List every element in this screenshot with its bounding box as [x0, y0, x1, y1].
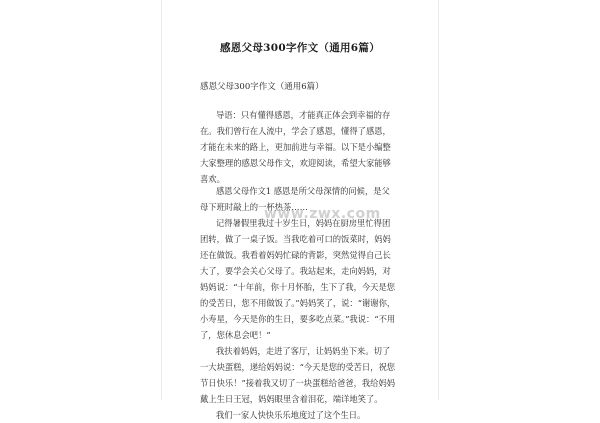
- page-edge-left: [161, 0, 162, 400]
- page-edge-right: [438, 0, 439, 400]
- document-subtitle: 感恩父母300字作文（通用6篇）: [200, 82, 324, 92]
- essay-body: [200, 183, 396, 423]
- essay-heading-paragraph: 感恩父母作文1 感恩是所父母深情的问候，是父母下班时敲上的一杯热茶……: [200, 186, 390, 212]
- essay-paragraph: 记得暑假里我过十岁生日，妈妈在厨房里忙得团团转，做了一桌子饭。当我吃着可口的饭菜时，妈妈还在做饭。我看着妈妈忙碌的背影，突然觉得自己长大了，要学会关心父母了。我站起来，走向妈妈，对妈妈说：“十年前，你十月怀胎，生下了我，今天是您的受苦日，您不用做饭了。”妈妈笑了，说：“谢谢你，小寿星，今天是你的生日，要多吃点菜。”我说：“不用了，您休息会吧！”: [200, 218, 396, 340]
- essay-paragraph: 我们一家人快快乐乐地度过了这个生日。: [216, 410, 366, 420]
- essay-paragraph: 我扶着妈妈，走进了客厅，让妈妈坐下来。切了一大块蛋糕，递给妈妈说：“今天是您的受苦日，祝您节日快乐！”接着我又切了一块蛋糕给爸爸，我给妈妈戴上生日王冠，妈妈眼里含着泪花，端详地笑了。: [200, 346, 396, 404]
- document-title: 感恩父母300字作文（通用6篇）: [219, 42, 381, 54]
- watermark: www.zwx.com: [264, 206, 381, 222]
- intro-paragraph: 导语：只有懂得感恩，才能真正体会到幸福的存在。我们曾行在人流中，学会了感恩，懂得了感恩，才能在未来的路上，更加前进与幸福。以下是小编整大家整理的感恩父母作文，欢迎阅读，希望大家能够喜欢。: [200, 110, 391, 184]
